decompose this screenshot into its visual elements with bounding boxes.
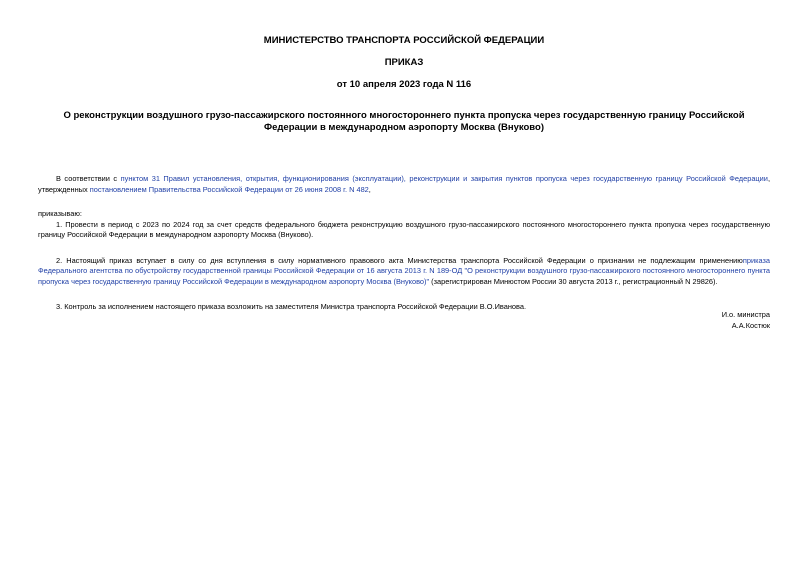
agency-order-link[interactable]: приказа Федерального агентства по обустройству государственной границы Российской Федерации от 16 августа 2013 г. N 189-ОД "О реконструкции воздушного грузо-пассажирского постоянного многостороннего пункта пропуска через государственную границу Российской Федерации в международном аэропорту Москва (Внуково)" bbox=[38, 255, 770, 286]
rules-link[interactable]: пунктом 31 Правил установления, открытия, функционирования (эксплуатации), реконструкции и закрытия пунктов пропуска через государственную границу Российской Федерации bbox=[120, 174, 768, 183]
item2-prefix: 2. Настоящий приказ вступает в силу со дня вступления в силу нормативного правового акта Министерства транспорта Российской Федерации о признании не подлежащим применению bbox=[56, 255, 743, 265]
item2-suffix: (зарегистрирован Минюстом России 30 августа 2013 г., регистрационный N 29826). bbox=[429, 276, 718, 286]
document-page bbox=[38, 0, 770, 571]
document-date-number: от 10 апреля 2023 года N 116 bbox=[336, 79, 472, 90]
order-item-1: 1. Провести в период с 2023 по 2024 год за счет средств федерального бюджета реконструкцию воздушного грузо-пассажирского постоянного многостороннего пункта пропуска через государственную границу Российской Федерации в международном аэропорту Москва (Внуково). bbox=[38, 219, 770, 239]
signature-block bbox=[722, 310, 770, 331]
signatory-name: А.А.Костюк bbox=[731, 320, 770, 330]
intro-prefix: В соответствии с bbox=[56, 174, 121, 183]
intro-paragraph bbox=[38, 174, 770, 195]
intro-middle: , утвержденных bbox=[38, 174, 770, 194]
intro-suffix: , bbox=[368, 184, 371, 194]
government-resolution-link[interactable]: постановлением Правительства Российской Федерации от 26 июня 2008 г. N 482 bbox=[89, 184, 369, 194]
document-title: О реконструкции воздушного грузо-пассажирского постоянного многостороннего пункта пропуска через государственную границу Российской Федерации в международном аэропорту Москва (Внуково) bbox=[63, 110, 745, 133]
order-item-2 bbox=[38, 256, 770, 288]
order-word: приказываю: bbox=[38, 209, 82, 218]
signatory-position: И.о. министра bbox=[721, 310, 770, 319]
order-item-3: 3. Контроль за исполнением настоящего приказа возложить на заместителя Министра транспорта Российской Федерации В.О.Иванова. bbox=[56, 302, 527, 311]
document-type: ПРИКАЗ bbox=[384, 57, 424, 68]
ministry-name: МИНИСТЕРСТВО ТРАНСПОРТА РОССИЙСКОЙ ФЕДЕРАЦИИ bbox=[263, 35, 545, 46]
